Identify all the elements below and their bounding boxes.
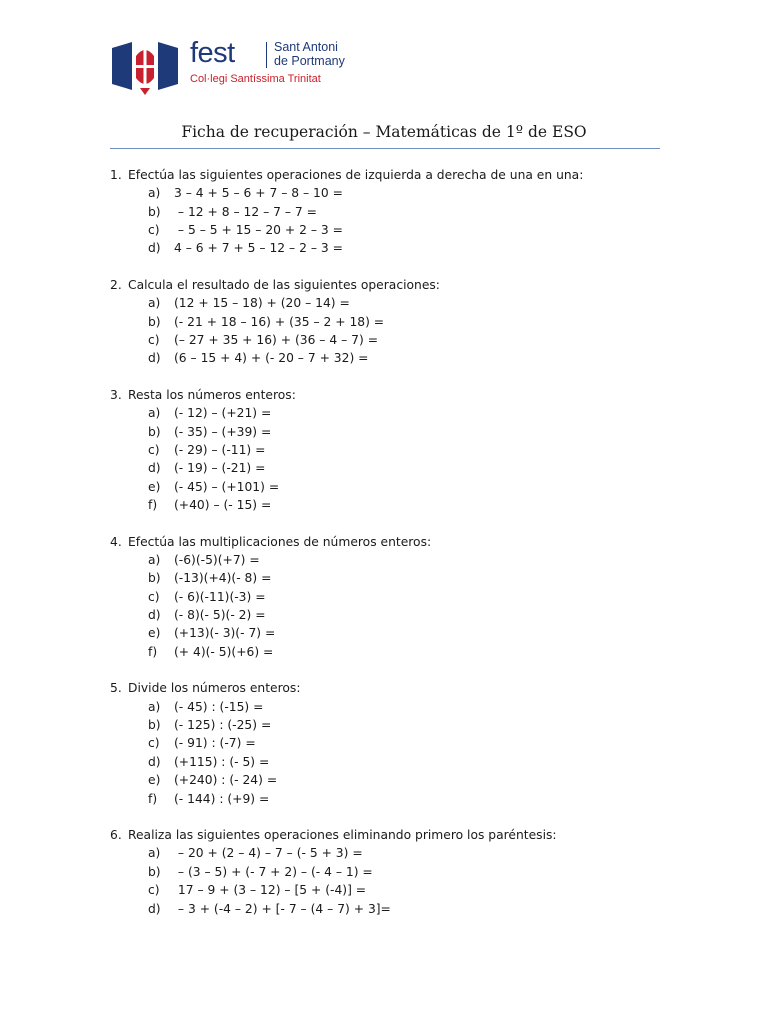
- item-letter: a): [148, 846, 161, 861]
- item-expression: 17 – 9 + (3 – 12) – [5 + (-4)] =: [174, 883, 367, 898]
- school-name: [274, 40, 345, 68]
- school-logo-icon: [110, 38, 180, 96]
- item-letter: d): [148, 461, 161, 476]
- item-expression: (- 35) – (+39) =: [174, 424, 272, 439]
- item-expression: – 20 + (2 – 4) – 7 – (- 5 + 3) =: [174, 846, 363, 861]
- school-subtitle: Col·legi Santíssima Trinitat: [190, 73, 321, 85]
- exercise-heading: [110, 533, 670, 551]
- item-expression: (- 6)(-11)(-3) =: [174, 589, 266, 604]
- item-expression: (+13)(- 3)(- 7) =: [174, 626, 276, 641]
- exercise-heading: [110, 386, 670, 404]
- exercise-item: [110, 478, 670, 496]
- item-expression: (- 91) : (-7) =: [174, 736, 256, 751]
- exercise-instruction: Efectúa las multiplicaciones de números enteros:: [128, 534, 432, 549]
- item-letter: a): [148, 186, 161, 201]
- item-expression: (- 21 + 18 – 16) + (35 – 2 + 18) =: [174, 314, 385, 329]
- item-letter: a): [148, 553, 161, 568]
- item-letter: c): [148, 736, 160, 751]
- item-letter: b): [148, 204, 161, 219]
- exercise-item: [110, 716, 670, 734]
- exercise-instruction: Resta los números enteros:: [128, 388, 296, 403]
- exercise-item: [110, 203, 670, 221]
- school-header: [110, 38, 410, 96]
- exercise-2: [110, 276, 670, 368]
- item-letter: f): [148, 791, 158, 806]
- exercise-item: [110, 734, 670, 752]
- item-letter: b): [148, 571, 161, 586]
- exercise-1: [110, 166, 670, 258]
- exercise-item: [110, 643, 670, 661]
- exercise-item: [110, 331, 670, 349]
- exercise-item: [110, 588, 670, 606]
- exercise-4: [110, 533, 670, 661]
- item-expression: (– 27 + 35 + 16) + (36 – 4 – 7) =: [174, 333, 378, 348]
- item-expression: (+40) – (- 15) =: [174, 498, 272, 513]
- exercise-item: [110, 881, 670, 899]
- exercise-heading: [110, 276, 670, 294]
- exercise-item: [110, 496, 670, 514]
- exercise-instruction: Divide los números enteros:: [128, 681, 301, 696]
- item-expression: (-6)(-5)(+7) =: [174, 553, 260, 568]
- exercise-item: [110, 184, 670, 202]
- exercise-instruction: Realiza las siguientes operaciones eliminando primero los paréntesis:: [128, 828, 557, 843]
- item-expression: (- 45) : (-15) =: [174, 699, 264, 714]
- item-expression: 3 – 4 + 5 – 6 + 7 – 8 – 10 =: [174, 186, 343, 201]
- item-letter: b): [148, 424, 161, 439]
- exercise-item: [110, 459, 670, 477]
- item-expression: (+115) : (- 5) =: [174, 754, 270, 769]
- exercise-number: 3.: [110, 388, 122, 403]
- exercise-item: [110, 900, 670, 918]
- item-expression: (6 – 15 + 4) + (- 20 – 7 + 32) =: [174, 351, 369, 366]
- exercise-5: [110, 679, 670, 807]
- title-divider: [110, 148, 660, 149]
- item-expression: (- 45) – (+101) =: [174, 479, 280, 494]
- item-letter: b): [148, 864, 161, 879]
- exercise-item: [110, 790, 670, 808]
- school-line-2: de Portmany: [274, 54, 345, 68]
- page-title: Ficha de recuperación – Matemáticas de 1º de ESO: [181, 123, 587, 141]
- exercise-item: [110, 221, 670, 239]
- item-letter: b): [148, 314, 161, 329]
- exercise-3: [110, 386, 670, 514]
- item-expression: (- 19) – (-21) =: [174, 461, 266, 476]
- exercise-item: [110, 863, 670, 881]
- item-letter: e): [148, 479, 161, 494]
- item-expression: (- 144) : (+9) =: [174, 791, 270, 806]
- item-expression: (- 12) – (+21) =: [174, 406, 272, 421]
- item-letter: c): [148, 589, 160, 604]
- exercise-item: [110, 771, 670, 789]
- exercise-heading: [110, 826, 670, 844]
- exercise-heading: [110, 679, 670, 697]
- exercise-item: [110, 349, 670, 367]
- item-letter: d): [148, 754, 161, 769]
- item-letter: f): [148, 644, 158, 659]
- exercise-item: [110, 624, 670, 642]
- item-letter: d): [148, 608, 161, 623]
- exercise-number: 6.: [110, 828, 122, 843]
- exercise-heading: [110, 166, 670, 184]
- item-expression: – 12 + 8 – 12 – 7 – 7 =: [174, 204, 317, 219]
- exercise-number: 2.: [110, 278, 122, 293]
- exercise-item: [110, 569, 670, 587]
- exercise-item: [110, 313, 670, 331]
- brand-name: fest: [190, 37, 235, 69]
- exercise-6: [110, 826, 670, 918]
- item-expression: (12 + 15 – 18) + (20 – 14) =: [174, 296, 350, 311]
- item-expression: 4 – 6 + 7 + 5 – 12 – 2 – 3 =: [174, 241, 343, 256]
- item-letter: d): [148, 901, 161, 916]
- item-letter: c): [148, 333, 160, 348]
- exercise-item: [110, 404, 670, 422]
- school-line-1: Sant Antoni: [274, 40, 338, 54]
- item-expression: (- 8)(- 5)(- 2) =: [174, 608, 266, 623]
- item-letter: f): [148, 498, 158, 513]
- exercise-instruction: Efectúa las siguientes operaciones de izquierda a derecha de una en una:: [128, 168, 584, 182]
- exercise-number: 4.: [110, 534, 122, 549]
- item-letter: d): [148, 241, 161, 256]
- item-expression: (- 29) – (-11) =: [174, 443, 266, 458]
- item-letter: e): [148, 773, 161, 788]
- exercise-item: [110, 423, 670, 441]
- exercise-item: [110, 441, 670, 459]
- item-letter: c): [148, 883, 160, 898]
- item-expression: (+ 4)(- 5)(+6) =: [174, 644, 274, 659]
- exercise-item: [110, 753, 670, 771]
- exercise-item: [110, 698, 670, 716]
- item-letter: e): [148, 626, 161, 641]
- exercise-number: 1.: [110, 168, 122, 182]
- item-letter: b): [148, 718, 161, 733]
- exercise-item: [110, 844, 670, 862]
- brand-divider: [266, 42, 267, 68]
- exercise-list: [110, 166, 670, 936]
- item-expression: – 3 + (-4 – 2) + [- 7 – (4 – 7) + 3]=: [174, 901, 391, 916]
- exercise-item: [110, 294, 670, 312]
- item-expression: (- 125) : (-25) =: [174, 718, 272, 733]
- item-letter: a): [148, 406, 161, 421]
- exercise-item: [110, 551, 670, 569]
- item-expression: – (3 – 5) + (- 7 + 2) – (- 4 – 1) =: [174, 864, 373, 879]
- exercise-instruction: Calcula el resultado de las siguientes operaciones:: [128, 278, 440, 293]
- exercise-number: 5.: [110, 681, 122, 696]
- item-expression: (-13)(+4)(- 8) =: [174, 571, 272, 586]
- exercise-item: [110, 239, 670, 257]
- item-letter: a): [148, 699, 161, 714]
- item-letter: d): [148, 351, 161, 366]
- item-letter: c): [148, 223, 160, 238]
- item-expression: (+240) : (- 24) =: [174, 773, 278, 788]
- item-letter: c): [148, 443, 160, 458]
- exercise-item: [110, 606, 670, 624]
- item-letter: a): [148, 296, 161, 311]
- item-expression: – 5 – 5 + 15 – 20 + 2 – 3 =: [174, 223, 343, 238]
